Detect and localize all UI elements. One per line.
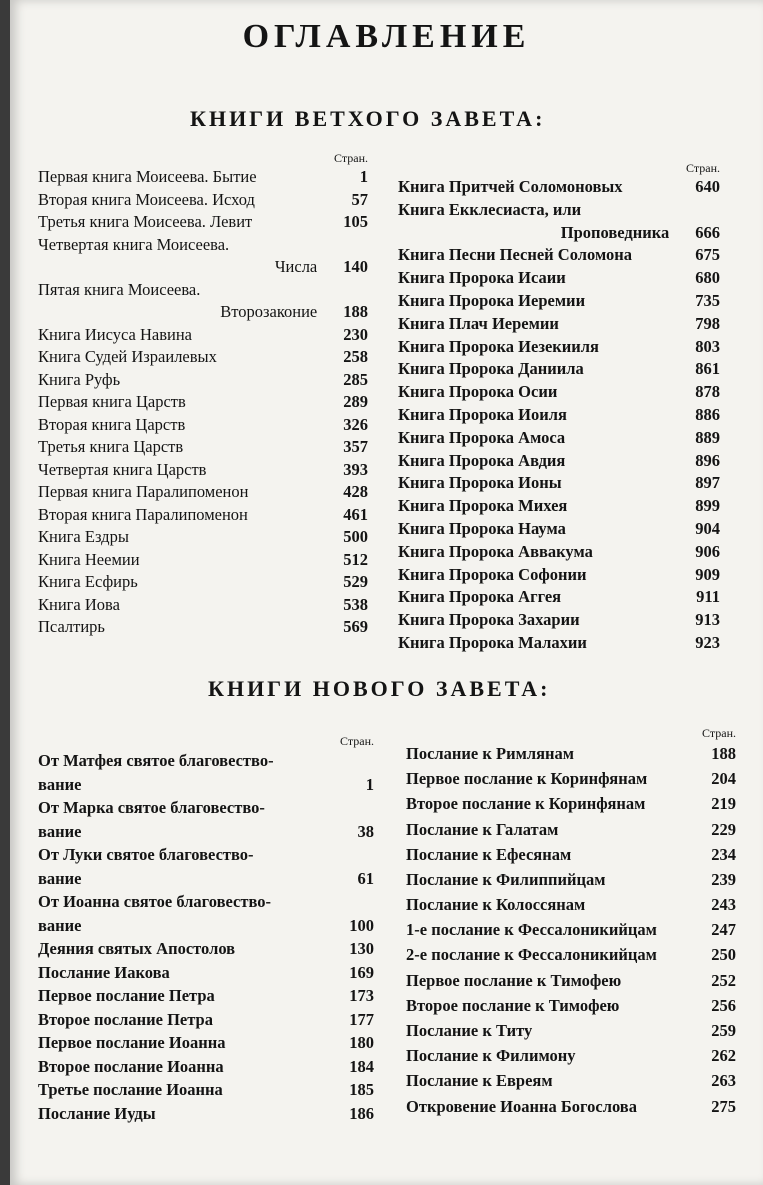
- toc-entry-title: Книга Руфь: [38, 369, 121, 389]
- toc-entry-page: 357: [343, 437, 368, 456]
- toc-entry: [38, 1031, 374, 1055]
- toc-entry-page: 105: [343, 212, 368, 231]
- toc-entry-title: 1-е послание к Фессалоникийцам: [406, 920, 657, 940]
- toc-entry-page: 569: [343, 617, 368, 636]
- toc-entry-title: Первая книга Царств: [38, 392, 186, 411]
- toc-entry-title: Третья книга Царств: [38, 437, 184, 456]
- toc-entry: [38, 594, 368, 617]
- toc-entry-page: 326: [343, 414, 368, 434]
- toc-entry: [406, 741, 736, 766]
- toc-entry-title: Книга Пророка Амоса: [398, 427, 566, 447]
- toc-entry-title: Послание к Ефесянам: [406, 844, 572, 864]
- toc-entry-title: Книга Пророка Наума: [398, 518, 566, 538]
- toc-entry-page: 923: [695, 632, 720, 652]
- toc-entry-page: 675: [695, 245, 720, 265]
- toc-entry: [38, 867, 374, 891]
- toc-entry: [38, 796, 374, 820]
- toc-entry: [406, 943, 736, 968]
- toc-entry-title: вание: [38, 915, 82, 935]
- toc-entry: [38, 549, 368, 572]
- toc-entry-title: Второе послание к Тимофею: [406, 995, 620, 1015]
- toc-entry-title: Первое послание к Тимофею: [406, 970, 622, 990]
- toc-entry: [406, 993, 736, 1018]
- toc-entry: [406, 917, 736, 942]
- toc-entry: [38, 616, 368, 639]
- toc-entry: [38, 526, 368, 549]
- toc-entry-title: Послание Иакова: [38, 962, 170, 982]
- toc-entry-page: 886: [695, 404, 720, 424]
- toc-entry-title: Четвертая книга Моисеева.: [38, 234, 230, 254]
- toc-entry: [398, 450, 720, 473]
- toc-entry-title: Числа: [274, 257, 318, 276]
- toc-entry-title: Книга Иисуса Навина: [38, 324, 192, 344]
- toc-entry: [406, 791, 736, 816]
- toc-entry-page: 666: [695, 222, 720, 242]
- toc-entry: [38, 843, 374, 867]
- toc-entry-page: 428: [343, 482, 368, 501]
- toc-entry-title: Второе послание к Коринфянам: [406, 794, 646, 814]
- toc-entry-page: 188: [343, 302, 368, 321]
- toc-entry-page: 204: [711, 769, 736, 789]
- toc-entry: [398, 267, 720, 290]
- toc-entry-page: 169: [349, 962, 374, 982]
- toc-entry-title: Книга Пророка Иезекииля: [398, 336, 599, 356]
- toc-entry: [38, 346, 368, 369]
- toc-entry: [38, 166, 368, 189]
- toc-entry-title: Книга Екклесиаста, или: [398, 199, 582, 219]
- toc-entry-page: 897: [695, 473, 720, 493]
- toc-entry: [38, 820, 374, 844]
- toc-entry-page: 913: [695, 610, 720, 630]
- toc-entry: [398, 336, 720, 359]
- toc-entry-title: вание: [38, 774, 82, 794]
- new-testament-heading: КНИГИ НОВОГО ЗАВЕТА:: [208, 676, 551, 701]
- toc-entry-title: Первая книга Паралипоменон: [38, 482, 249, 501]
- toc-entry-page: 234: [711, 844, 736, 864]
- toc-entry: [398, 632, 720, 655]
- toc-entry-page: 188: [711, 743, 736, 763]
- toc-entry-title: Деяния святых Апостолов: [38, 939, 236, 958]
- toc-entry-page: 461: [343, 504, 368, 524]
- toc-entry-title: Псалтирь: [38, 617, 105, 636]
- toc-entry-page: 61: [357, 868, 374, 888]
- toc-entry: [398, 541, 720, 564]
- page-title: ОГЛАВЛЕНИЕ: [242, 18, 531, 55]
- toc-entry: [38, 256, 368, 279]
- toc-entry-title: Третье послание Иоанна: [38, 1080, 223, 1099]
- toc-entry-title: Книга Неемии: [38, 549, 140, 569]
- toc-entry: [398, 199, 720, 222]
- toc-entry-page: 173: [349, 986, 374, 1005]
- toc-entry: [38, 890, 374, 914]
- toc-entry-page: 803: [695, 336, 720, 356]
- toc-entry-page: 680: [695, 268, 720, 288]
- toc-entry-title: Послание к Римлянам: [406, 743, 575, 763]
- old-testament-heading: КНИГИ ВЕТХОГО ЗАВЕТА:: [190, 106, 546, 131]
- toc-entry-page: 909: [695, 564, 720, 584]
- toc-entry-title: Книга Песни Песней Соломона: [398, 245, 632, 265]
- toc-entry-page: 1: [365, 774, 374, 794]
- toc-entry-title: Второе послание Иоанна: [38, 1056, 224, 1076]
- toc-entry: [38, 391, 368, 414]
- toc-entry: [406, 892, 736, 917]
- toc-entry-title: Вторая книга Паралипоменон: [38, 504, 248, 524]
- toc-entry: [398, 495, 720, 518]
- toc-entry-page: 906: [695, 541, 720, 561]
- new-testament-left-column: [38, 733, 374, 1125]
- toc-entry-title: Вторая книга Царств: [38, 414, 186, 434]
- toc-entry-title: От Иоанна святое благовество-: [38, 892, 271, 911]
- toc-entry: [398, 404, 720, 427]
- toc-entry-title: 2-е послание к Фессалоникийцам: [406, 945, 657, 965]
- toc-entry-title: Послание Иуды: [38, 1103, 156, 1123]
- old-testament-left-column: [38, 150, 368, 639]
- toc-entry-title: Четвертая книга Царств: [38, 459, 207, 479]
- toc-entry: [398, 244, 720, 267]
- toc-entry-page: 247: [711, 920, 736, 940]
- toc-entry: [38, 234, 368, 257]
- toc-entry: [38, 504, 368, 527]
- toc-entry-page: 239: [711, 869, 736, 889]
- toc-entry: [38, 459, 368, 482]
- toc-entry-page: 1: [359, 167, 368, 186]
- toc-entry-title: Книга Пророка Аввакума: [398, 541, 593, 561]
- toc-entry-title: Первое послание к Коринфянам: [406, 769, 648, 789]
- toc-entry-title: Послание к Галатам: [406, 819, 559, 839]
- toc-entry: [38, 571, 368, 594]
- toc-entry: [398, 472, 720, 495]
- toc-entry-page: 275: [711, 1096, 736, 1116]
- toc-entry: [398, 313, 720, 336]
- toc-entry-title: Книга Пророка Иеремии: [398, 290, 586, 310]
- toc-entry-title: Второе послание Петра: [38, 1009, 213, 1029]
- toc-entry-title: вание: [38, 821, 82, 841]
- toc-entry: [406, 1043, 736, 1068]
- toc-entry: [38, 937, 374, 961]
- toc-entry-title: Третья книга Моисеева. Левит: [38, 212, 253, 231]
- toc-entry-title: Послание к Титу: [406, 1021, 533, 1041]
- toc-entry-title: От Матфея святое благовество-: [38, 751, 274, 770]
- toc-entry-title: Книга Плач Иеремии: [398, 313, 559, 333]
- toc-entry-page: 140: [343, 257, 368, 276]
- toc-entry-page: 186: [349, 1103, 374, 1123]
- toc-entry-page: 640: [695, 177, 720, 196]
- toc-entry-page: 500: [343, 527, 368, 546]
- toc-entry: [398, 518, 720, 541]
- toc-entry-title: Книга Есфирь: [38, 572, 138, 591]
- toc-entry-title: Книга Пророка Захарии: [398, 610, 580, 630]
- toc-entry-title: Второзаконие: [220, 302, 318, 321]
- toc-entry-page: 735: [695, 290, 720, 310]
- toc-entry: [398, 609, 720, 632]
- toc-entry: [38, 436, 368, 459]
- toc-entry-page: 184: [349, 1056, 374, 1076]
- toc-entry-page: 896: [695, 450, 720, 470]
- new-testament-right-column: [406, 725, 736, 1119]
- toc-entry-page: 258: [343, 347, 368, 366]
- toc-entry: [398, 358, 720, 381]
- page-column-label: Стран.: [334, 151, 368, 165]
- toc-entry-page: 262: [711, 1046, 736, 1066]
- toc-entry: [38, 324, 368, 347]
- toc-entry-title: От Луки святое благовество-: [38, 845, 254, 864]
- toc-entry-title: Книга Пророка Исаии: [398, 268, 566, 288]
- toc-entry-title: Книга Притчей Соломоновых: [398, 177, 623, 196]
- page-column-label: Стран.: [340, 734, 374, 748]
- toc-entry: [406, 968, 736, 993]
- toc-entry: [406, 842, 736, 867]
- toc-entry-title: Книга Иова: [38, 594, 120, 614]
- toc-entry: [38, 1055, 374, 1079]
- toc-entry-title: Книга Пророка Аггея: [398, 587, 562, 607]
- page-column-label: Стран.: [702, 726, 736, 740]
- toc-entry: [38, 1078, 374, 1102]
- toc-entry-page: 38: [357, 821, 374, 841]
- toc-entry: [38, 189, 368, 212]
- toc-entry-page: 263: [711, 1071, 736, 1091]
- toc-entry: [406, 817, 736, 842]
- toc-entry-page: 878: [695, 382, 720, 402]
- toc-entry: [38, 773, 374, 797]
- toc-entry: [398, 176, 720, 199]
- toc-entry-title: Проповедника: [560, 222, 670, 242]
- toc-entry-title: Книга Пророка Ионы: [398, 473, 562, 493]
- toc-entry-title: Книга Пророка Авдия: [398, 450, 566, 470]
- toc-entry: [406, 1018, 736, 1043]
- toc-entry: [38, 1102, 374, 1126]
- toc-entry-page: 177: [349, 1009, 374, 1029]
- toc-entry-page: 100: [349, 915, 374, 935]
- toc-entry: [38, 279, 368, 302]
- toc-entry-title: Вторая книга Моисеева. Исход: [38, 189, 255, 209]
- toc-entry-title: Книга Пророка Михея: [398, 496, 568, 516]
- toc-entry-title: Пятая книга Моисеева.: [38, 279, 201, 299]
- toc-entry-title: Книга Пророка Осии: [398, 382, 558, 402]
- toc-entry: [38, 1008, 374, 1032]
- toc-entry-title: Первое послание Петра: [38, 986, 215, 1005]
- toc-entry-title: Книга Судей Израилевых: [38, 347, 217, 366]
- toc-entry: [38, 961, 374, 985]
- toc-entry: [406, 1068, 736, 1093]
- toc-entry-title: От Марка святое благовество-: [38, 798, 265, 817]
- toc-entry-page: 259: [711, 1021, 736, 1041]
- toc-entry: [398, 381, 720, 404]
- toc-entry-title: Послание к Филиппийцам: [406, 869, 606, 889]
- toc-entry: [38, 914, 374, 938]
- toc-entry-page: 393: [343, 459, 368, 479]
- old-testament-right-column: [398, 160, 720, 655]
- toc-entry-page: 250: [711, 945, 736, 965]
- toc-entry-page: 904: [695, 518, 720, 538]
- toc-entry-title: Послание к Евреям: [406, 1071, 553, 1091]
- toc-entry-page: 889: [695, 427, 720, 447]
- toc-entry-page: 538: [343, 594, 368, 614]
- toc-entry: [38, 481, 368, 504]
- toc-entry-title: Книга Пророка Даниила: [398, 359, 584, 379]
- toc-entry-page: 798: [695, 313, 720, 333]
- toc-entry-title: Книга Пророка Софонии: [398, 564, 587, 584]
- toc-entry-title: Послание к Колоссянам: [406, 895, 586, 915]
- toc-entry-page: 185: [349, 1080, 374, 1099]
- toc-entry-page: 252: [711, 970, 736, 990]
- toc-entry-page: 180: [349, 1033, 374, 1052]
- toc-entry-title: Откровение Иоанна Богослова: [406, 1096, 637, 1116]
- toc-entry: [406, 867, 736, 892]
- toc-entry: [398, 290, 720, 313]
- toc-entry-title: Книга Ездры: [38, 527, 129, 546]
- toc-entry: [406, 1094, 736, 1119]
- toc-entry-page: 229: [711, 819, 736, 839]
- toc-entry: [398, 222, 720, 245]
- toc-entry-title: Первая книга Моисеева. Бытие: [38, 167, 257, 186]
- toc-entry-title: вание: [38, 868, 82, 888]
- toc-entry-title: Книга Пророка Малахии: [398, 632, 587, 652]
- toc-entry: [406, 766, 736, 791]
- toc-entry-page: 256: [711, 995, 736, 1015]
- toc-entry-title: Послание к Филимону: [406, 1046, 576, 1066]
- toc-entry: [38, 301, 368, 324]
- toc-entry: [38, 211, 368, 234]
- toc-entry-page: 289: [343, 392, 368, 411]
- toc-entry-page: 230: [343, 324, 368, 344]
- toc-entry-page: 861: [695, 359, 720, 379]
- toc-entry: [38, 749, 374, 773]
- toc-entry: [38, 984, 374, 1008]
- toc-entry-page: 219: [711, 794, 736, 814]
- toc-entry-page: 57: [351, 189, 368, 209]
- page-column-label: Стран.: [686, 161, 720, 175]
- toc-entry-page: 130: [349, 939, 374, 958]
- toc-entry-page: 512: [343, 549, 368, 569]
- toc-entry-page: 529: [343, 572, 368, 591]
- toc-entry-title: Книга Пророка Иоиля: [398, 404, 567, 424]
- toc-entry-page: 899: [695, 496, 720, 516]
- toc-entry: [38, 414, 368, 437]
- toc-entry-page: 911: [696, 587, 720, 607]
- toc-entry: [398, 564, 720, 587]
- toc-entry-title: Первое послание Иоанна: [38, 1033, 226, 1052]
- toc-entry-page: 243: [711, 895, 736, 915]
- toc-entry: [398, 427, 720, 450]
- book-page: [10, 0, 763, 1185]
- toc-entry-page: 285: [343, 369, 368, 389]
- toc-entry: [38, 369, 368, 392]
- toc-entry: [398, 586, 720, 609]
